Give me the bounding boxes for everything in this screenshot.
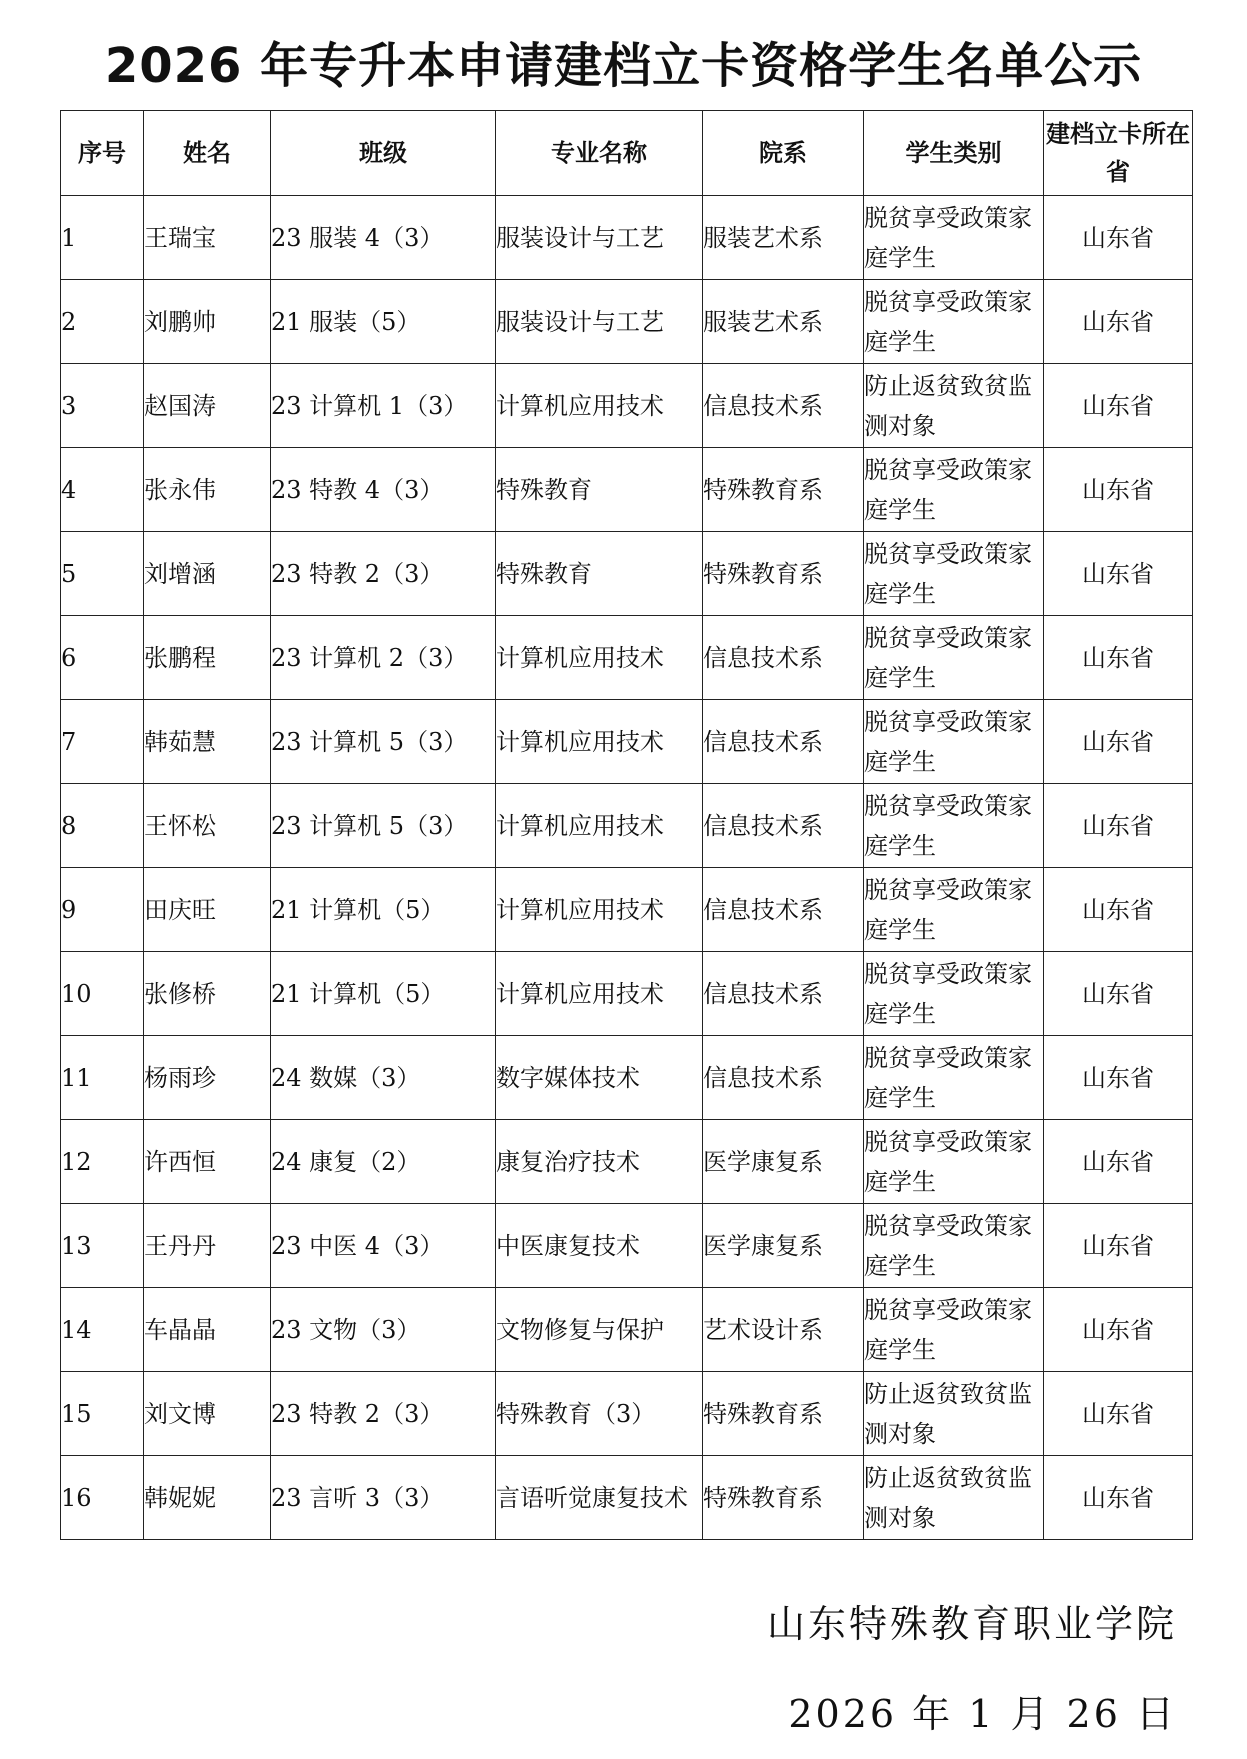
cell-dept: 特殊教育系 [703,448,864,532]
header-class: 班级 [271,111,496,196]
table-row [61,616,1193,700]
table-row [61,952,1193,1036]
cell-type: 脱贫享受政策家庭学生 [864,196,1044,280]
cell-class: 23 特教 4（3） [271,448,496,532]
cell-major: 特殊教育（3） [496,1372,703,1456]
cell-name: 王瑞宝 [144,196,271,280]
cell-class: 23 计算机 2（3） [271,616,496,700]
cell-dept: 信息技术系 [703,868,864,952]
cell-province: 山东省 [1044,1036,1193,1120]
table-row [61,364,1193,448]
cell-name: 韩茹慧 [144,700,271,784]
header-no: 序号 [61,111,144,196]
cell-dept: 服装艺术系 [703,280,864,364]
header-type: 学生类别 [864,111,1044,196]
table-header-row [61,111,1193,196]
cell-no: 8 [61,784,144,868]
cell-type: 脱贫享受政策家庭学生 [864,784,1044,868]
cell-dept: 特殊教育系 [703,1372,864,1456]
table-row [61,280,1193,364]
table-row [61,1036,1193,1120]
cell-no: 1 [61,196,144,280]
cell-major: 特殊教育 [496,532,703,616]
cell-province: 山东省 [1044,700,1193,784]
cell-class: 23 计算机 5（3） [271,700,496,784]
cell-province: 山东省 [1044,1456,1193,1540]
cell-province: 山东省 [1044,532,1193,616]
cell-no: 5 [61,532,144,616]
cell-class: 23 特教 2（3） [271,532,496,616]
cell-major: 计算机应用技术 [496,616,703,700]
cell-name: 刘文博 [144,1372,271,1456]
cell-no: 7 [61,700,144,784]
cell-name: 王丹丹 [144,1204,271,1288]
cell-type: 脱贫享受政策家庭学生 [864,952,1044,1036]
cell-no: 13 [61,1204,144,1288]
cell-major: 数字媒体技术 [496,1036,703,1120]
cell-major: 计算机应用技术 [496,784,703,868]
cell-province: 山东省 [1044,952,1193,1036]
cell-dept: 信息技术系 [703,364,864,448]
cell-class: 21 计算机（5） [271,952,496,1036]
cell-dept: 特殊教育系 [703,532,864,616]
header-major: 专业名称 [496,111,703,196]
cell-type: 脱贫享受政策家庭学生 [864,532,1044,616]
cell-province: 山东省 [1044,616,1193,700]
cell-dept: 特殊教育系 [703,1456,864,1540]
table-row [61,700,1193,784]
cell-name: 刘鹏帅 [144,280,271,364]
cell-province: 山东省 [1044,1288,1193,1372]
cell-no: 9 [61,868,144,952]
cell-name: 车晶晶 [144,1288,271,1372]
page-title: 2026 年专升本申请建档立卡资格学生名单公示 [104,38,1143,94]
cell-province: 山东省 [1044,196,1193,280]
cell-class: 24 康复（2） [271,1120,496,1204]
table-row [61,1204,1193,1288]
cell-type: 脱贫享受政策家庭学生 [864,1288,1044,1372]
cell-major: 计算机应用技术 [496,364,703,448]
cell-class: 23 中医 4（3） [271,1204,496,1288]
cell-province: 山东省 [1044,364,1193,448]
cell-class: 23 言听 3（3） [271,1456,496,1540]
cell-type: 脱贫享受政策家庭学生 [864,700,1044,784]
header-name: 姓名 [144,111,271,196]
cell-type: 防止返贫致贫监测对象 [864,364,1044,448]
cell-no: 6 [61,616,144,700]
cell-major: 言语听觉康复技术 [496,1456,703,1540]
cell-type: 脱贫享受政策家庭学生 [864,448,1044,532]
cell-type: 脱贫享受政策家庭学生 [864,616,1044,700]
cell-type: 脱贫享受政策家庭学生 [864,1204,1044,1288]
table-row [61,196,1193,280]
header-dept: 院系 [703,111,864,196]
cell-name: 赵国涛 [144,364,271,448]
cell-dept: 医学康复系 [703,1120,864,1204]
cell-no: 2 [61,280,144,364]
cell-class: 23 特教 2（3） [271,1372,496,1456]
cell-province: 山东省 [1044,784,1193,868]
cell-major: 康复治疗技术 [496,1120,703,1204]
cell-province: 山东省 [1044,868,1193,952]
cell-province: 山东省 [1044,1120,1193,1204]
cell-major: 计算机应用技术 [496,700,703,784]
cell-province: 山东省 [1044,1372,1193,1456]
cell-major: 中医康复技术 [496,1204,703,1288]
cell-dept: 医学康复系 [703,1204,864,1288]
issue-date: 2026 年 1 月 26 日 [788,1692,1177,1736]
cell-no: 15 [61,1372,144,1456]
cell-major: 计算机应用技术 [496,868,703,952]
cell-no: 10 [61,952,144,1036]
cell-class: 24 数媒（3） [271,1036,496,1120]
cell-no: 12 [61,1120,144,1204]
cell-class: 23 服装 4（3） [271,196,496,280]
cell-province: 山东省 [1044,280,1193,364]
cell-name: 韩妮妮 [144,1456,271,1540]
cell-major: 文物修复与保护 [496,1288,703,1372]
cell-name: 田庆旺 [144,868,271,952]
cell-no: 16 [61,1456,144,1540]
cell-type: 防止返贫致贫监测对象 [864,1372,1044,1456]
cell-dept: 信息技术系 [703,1036,864,1120]
cell-class: 23 计算机 1（3） [271,364,496,448]
cell-name: 刘增涵 [144,532,271,616]
cell-no: 3 [61,364,144,448]
header-province: 建档立卡所在省 [1044,111,1193,196]
cell-major: 服装设计与工艺 [496,280,703,364]
cell-major: 计算机应用技术 [496,952,703,1036]
table-row [61,1372,1193,1456]
cell-dept: 信息技术系 [703,700,864,784]
cell-dept: 信息技术系 [703,784,864,868]
cell-dept: 艺术设计系 [703,1288,864,1372]
cell-class: 21 计算机（5） [271,868,496,952]
cell-no: 11 [61,1036,144,1120]
table-row [61,784,1193,868]
cell-no: 4 [61,448,144,532]
cell-class: 21 服装（5） [271,280,496,364]
table-row [61,1288,1193,1372]
cell-name: 杨雨珍 [144,1036,271,1120]
cell-type: 脱贫享受政策家庭学生 [864,280,1044,364]
cell-type: 脱贫享受政策家庭学生 [864,1120,1044,1204]
cell-dept: 服装艺术系 [703,196,864,280]
cell-type: 脱贫享受政策家庭学生 [864,868,1044,952]
cell-major: 服装设计与工艺 [496,196,703,280]
student-roster-table [60,110,1193,1540]
cell-type: 防止返贫致贫监测对象 [864,1456,1044,1540]
cell-dept: 信息技术系 [703,616,864,700]
cell-name: 王怀松 [144,784,271,868]
table-row [61,1456,1193,1540]
table-row [61,1120,1193,1204]
cell-name: 张鹏程 [144,616,271,700]
issuing-organization: 山东特殊教育职业学院 [766,1602,1177,1646]
cell-class: 23 计算机 5（3） [271,784,496,868]
cell-province: 山东省 [1044,1204,1193,1288]
table-row [61,868,1193,952]
cell-dept: 信息技术系 [703,952,864,1036]
table-row [61,532,1193,616]
cell-type: 脱贫享受政策家庭学生 [864,1036,1044,1120]
cell-major: 特殊教育 [496,448,703,532]
cell-name: 张修桥 [144,952,271,1036]
cell-province: 山东省 [1044,448,1193,532]
table-row [61,448,1193,532]
cell-name: 张永伟 [144,448,271,532]
cell-name: 许西恒 [144,1120,271,1204]
cell-class: 23 文物（3） [271,1288,496,1372]
cell-no: 14 [61,1288,144,1372]
